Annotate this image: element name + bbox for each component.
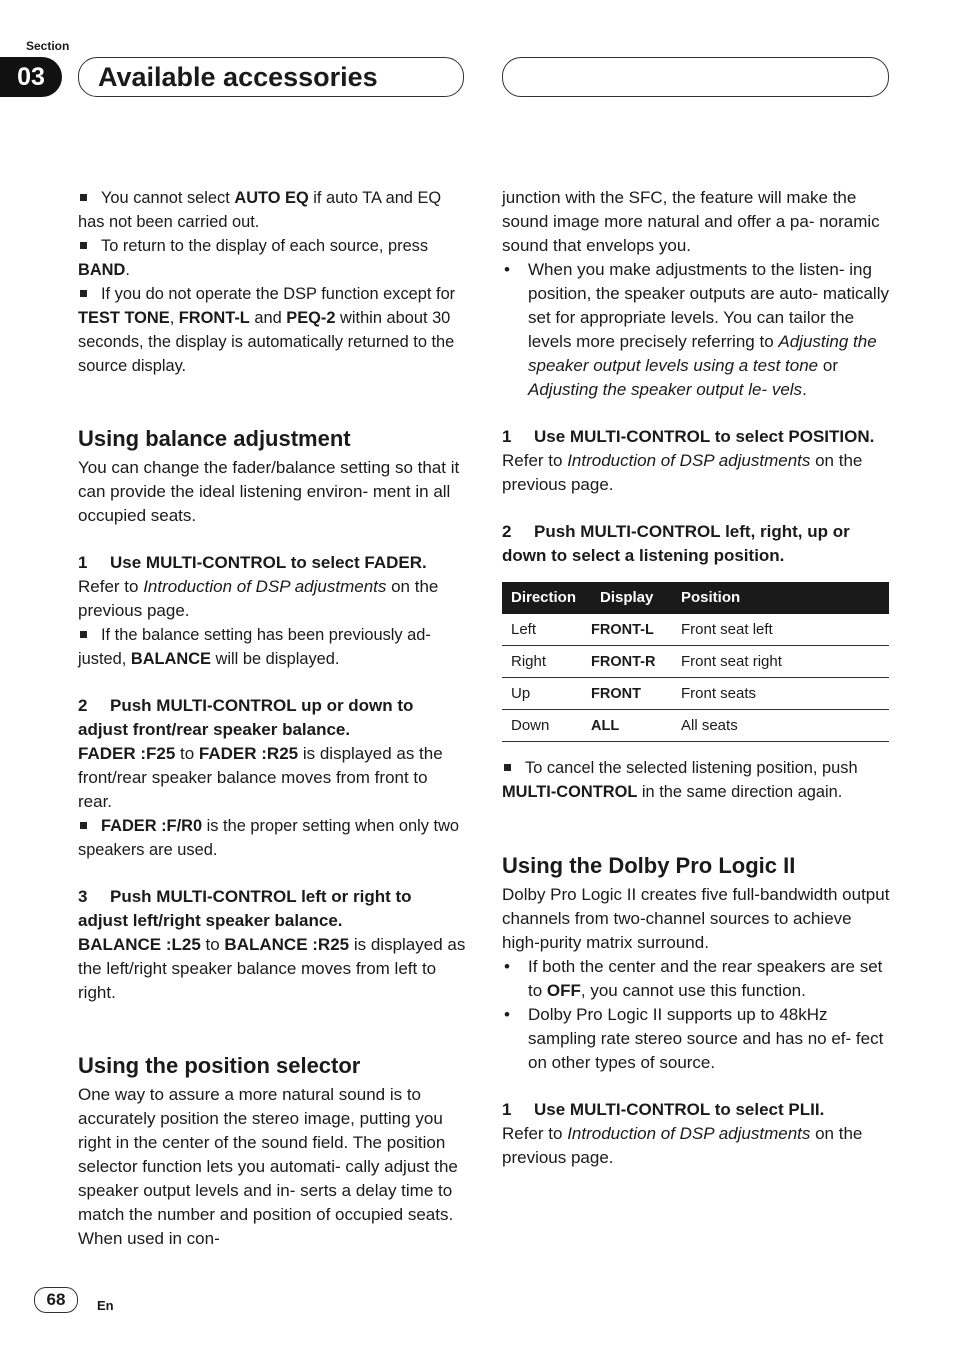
table-row <box>502 710 889 742</box>
balance-heading: Using balance adjustment <box>78 426 351 451</box>
dolby-heading: Using the Dolby Pro Logic II <box>502 853 796 878</box>
page-number: 68 <box>34 1287 78 1313</box>
bullet-48khz: • Dolby Pro Logic II supports up to 48kHz sampling rate stereo source and has no ef- fect on other types of source. <box>504 1005 884 1072</box>
dolby-refer: Refer to Introduction of DSP adjustments on the previous page. <box>502 1124 863 1167</box>
square-bullet-icon <box>80 290 87 297</box>
dolby-step-1: 1 Use MULTI-CONTROL to select PLII. <box>502 1100 825 1119</box>
position-intro-continued: junction with the SFC, the feature will make the sound image more natural and offer a pa- noramic sound that envelops you. <box>502 188 880 255</box>
right-column <box>502 186 890 1170</box>
square-bullet-icon <box>80 822 87 829</box>
column-header-display: Display <box>591 582 672 614</box>
balance-range-text: BALANCE :L25 to BALANCE :R25 is displayed as the left/right speaker balance moves from left to right. <box>78 935 466 1002</box>
square-bullet-icon <box>80 631 87 638</box>
page-title: Available accessories <box>98 62 378 92</box>
cell-display: ALL <box>591 710 672 742</box>
bullet-dot-icon: • <box>504 260 510 279</box>
cell-display: FRONT-L <box>591 614 672 646</box>
left-column <box>78 186 466 1251</box>
cell-position: Front seats <box>672 678 889 710</box>
position-step-2: 2 Push MULTI-CONTROL left, right, up or down to select a listening position. <box>502 522 850 565</box>
note-dsp-timeout: If you do not operate the DSP function except for TEST TONE, FRONT-L and PEQ-2 within about 30 seconds, the display is automatically returned to the source display. <box>78 285 456 375</box>
bullet-center-rear-off: • If both the center and the rear speakers are set to OFF, you cannot use this function. <box>504 957 883 1000</box>
balance-refer: Refer to Introduction of DSP adjustments on the previous page. <box>78 577 439 620</box>
dolby-intro: Dolby Pro Logic II creates five full-bandwidth output channels from two-channel sources to achieve high-purity matrix surround. <box>502 885 890 952</box>
position-intro: One way to assure a more natural sound is to accurately position the stereo image, putting you right in the center of the sound field. The position selector function lets you automati- cally adjust the speaker output levels and in- serts a delay time to match the number and position of occupied seats. When used in con- <box>78 1085 458 1248</box>
note-cancel-position: To cancel the selected listening position, push MULTI-CONTROL in the same direction again. <box>502 759 858 801</box>
cell-display: FRONT <box>591 678 672 710</box>
note-balance-displayed: If the balance setting has been previously ad- justed, BALANCE will be displayed. <box>78 626 431 668</box>
position-table <box>502 582 889 742</box>
column-header-direction: Direction <box>502 582 591 614</box>
table-header-row <box>502 582 889 614</box>
cell-direction: Left <box>502 614 591 646</box>
balance-intro: You can change the fader/balance setting so that it can provide the ideal listening environ- ment in all occupied seats. <box>78 458 460 525</box>
cell-display: FRONT-R <box>591 646 672 678</box>
position-step-1: 1 Use MULTI-CONTROL to select POSITION. <box>502 427 875 446</box>
language-label: En <box>97 1298 114 1313</box>
table-row <box>502 614 889 646</box>
bullet-listening-position: • When you make adjustments to the listen- ing position, the speaker outputs are auto- matically set for appropriate levels. You can tailor the levels more precisely referring to Adjusting the speaker output levels using a test tone or Adjusting the speaker output le- vels. <box>504 260 889 399</box>
position-heading: Using the position selector <box>78 1053 361 1078</box>
cell-direction: Down <box>502 710 591 742</box>
cell-direction: Up <box>502 678 591 710</box>
header-right-frame <box>502 57 889 97</box>
cell-position: Front seat left <box>672 614 889 646</box>
note-fader-fr0: FADER :F/R0 is the proper setting when only two speakers are used. <box>78 817 460 859</box>
column-header-position: Position <box>672 582 889 614</box>
balance-step-2: 2 Push MULTI-CONTROL up or down to adjust front/rear speaker balance. <box>78 696 414 739</box>
cell-position: All seats <box>672 710 889 742</box>
balance-step-3: 3 Push MULTI-CONTROL left or right to adjust left/right speaker balance. <box>78 887 412 930</box>
note-band: To return to the display of each source, press BAND. <box>78 237 429 279</box>
square-bullet-icon <box>80 242 87 249</box>
table-row <box>502 646 889 678</box>
position-refer: Refer to Introduction of DSP adjustments on the previous page. <box>502 451 863 494</box>
section-label: Section <box>26 39 70 53</box>
fader-range-text: FADER :F25 to FADER :R25 is displayed as the front/rear speaker balance moves from front to rear. <box>78 744 443 811</box>
cell-position: Front seat right <box>672 646 889 678</box>
cell-direction: Right <box>502 646 591 678</box>
table-row <box>502 678 889 710</box>
bullet-dot-icon: • <box>504 957 510 976</box>
square-bullet-icon <box>504 764 511 771</box>
note-auto-eq: You cannot select AUTO EQ if auto TA and EQ has not been carried out. <box>78 189 442 231</box>
section-number-badge: 03 <box>0 57 62 97</box>
square-bullet-icon <box>80 194 87 201</box>
balance-step-1: 1 Use MULTI-CONTROL to select FADER. <box>78 553 427 572</box>
bullet-dot-icon: • <box>504 1005 510 1024</box>
